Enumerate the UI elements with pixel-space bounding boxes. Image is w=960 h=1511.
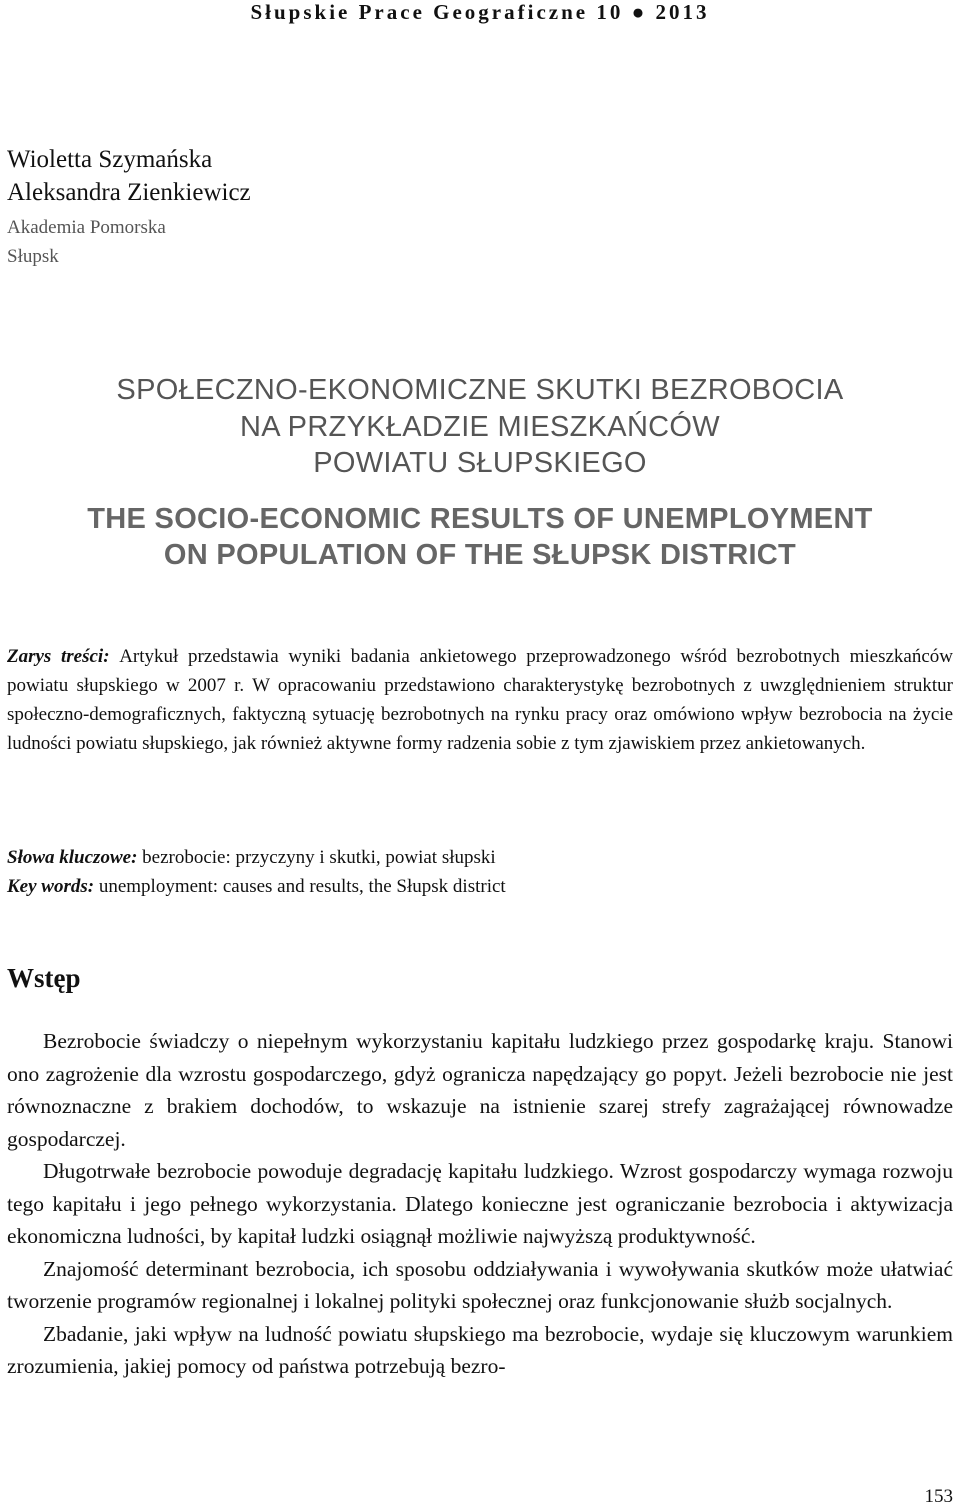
title-pl-line: NA PRZYKŁADZIE MIESZKAŃCÓW [240, 410, 720, 443]
body-paragraph: Zbadanie, jaki wpływ na ludność powiatu słupskiego ma bezrobocie, wydaje się kluczowym warunkiem zrozumienia, jakiej pomocy od państwa potrzebują bezro- [7, 1321, 953, 1378]
author-name: Wioletta Szymańska [7, 146, 213, 173]
keywords-en-text: unemployment: causes and results, the Słupsk district [98, 876, 506, 897]
title-pl-line: POWIATU SŁUPSKIEGO [313, 447, 647, 479]
section-body [7, 1025, 953, 1383]
article-title [0, 372, 960, 574]
page-number: 153 [924, 1486, 953, 1507]
section-heading: Wstęp [7, 963, 81, 993]
title-en-line: THE SOCIO-ECONOMIC RESULTS OF UNEMPLOYMENT [87, 502, 873, 535]
body-paragraph: Bezrobocie świadczy o niepełnym wykorzystaniu kapitału ludzkiego przez gospodarkę kraju. Stanowi ono zagrożenie dla wzrostu gospodarczego, gdyż ogranicza napędzający go popyt. Jeżeli bezrobocie nie jest równoznaczne z brakiem dochodów, to wskazuje na istnienie szarej strefy zagrażającej równowadze gospodarczej. [7, 1029, 953, 1151]
title-pl-line: SPOŁECZNO-EKONOMICZNE SKUTKI BEZROBOCIA [116, 374, 844, 406]
keywords [7, 843, 953, 901]
keywords-en: Key words: unemployment: causes and results, the Słupsk district [7, 876, 506, 897]
author-name: Aleksandra Zienkiewicz [7, 179, 251, 206]
keywords-pl-text: bezrobocie: przyczyny i skutki, powiat słupski [142, 847, 496, 868]
body-paragraph: Znajomość determinant bezrobocia, ich sposobu oddziaływania i wywoływania skutków może ułatwiać tworzenie programów regionalnej i lokalnej polityki społecznej oraz funkcjonowanie służb socjalnych. [7, 1256, 953, 1313]
title-en-line: ON POPULATION OF THE SŁUPSK DISTRICT [163, 539, 797, 571]
keywords-pl-label: Słowa kluczowe [7, 847, 132, 868]
body-paragraph: Długotrwałe bezrobocie powoduje degradację kapitału ludzkiego. Wzrost gospodarczy wymaga rozwoju tego kapitału i jego pełnego wykorzystania. Dlatego konieczne jest ograniczanie bezrobocia i aktywizacja ekonomiczna ludności, by kapitał ludzki osiągnął możliwie najwyższą produktywność. [7, 1159, 953, 1248]
abstract-label: Zarys treści [7, 646, 104, 667]
author-block [7, 143, 251, 271]
journal-header: Słupskie Prace Geograficzne 10 ● 2013 [250, 0, 710, 24]
abstract-text: Artykuł przedstawia wyniki badania ankietowego przeprowadzonego wśród bezrobotnych mieszkańców powiatu słupskiego w 2007 r. W opracowaniu przedstawiono charakterystykę bezrobotnych z uwzględnieniem struktur społeczno-demograficznych, faktyczną sytuację bezrobotnych na rynku pracy oraz omówiono wpływ bezrobocia na życie ludności powiatu słupskiego, jak również aktywne formy radzenia sobie z tym zjawiskiem przez ankietowanych. [7, 646, 953, 754]
abstract: Zarys treści: Artykuł przedstawia wyniki badania ankietowego przeprowadzonego wśród bezrobotnych mieszkańców powiatu słupskiego w 2007 r. W opracowaniu przedstawiono charakterystykę bezrobotnych z uwzględnieniem struktur społeczno-demograficznych, faktyczną sytuację bezrobotnych na rynku pracy oraz omówiono wpływ bezrobocia na życie ludności powiatu słupskiego, jak również aktywne formy radzenia sobie z tym zjawiskiem przez ankietowanych. [7, 646, 953, 754]
keywords-pl: Słowa kluczowe: bezrobocie: przyczyny i skutki, powiat słupski [7, 847, 496, 868]
affiliation-city: Słupsk [7, 246, 59, 267]
keywords-en-label: Key words [7, 876, 88, 897]
affiliation-institution: Akademia Pomorska [7, 217, 166, 238]
